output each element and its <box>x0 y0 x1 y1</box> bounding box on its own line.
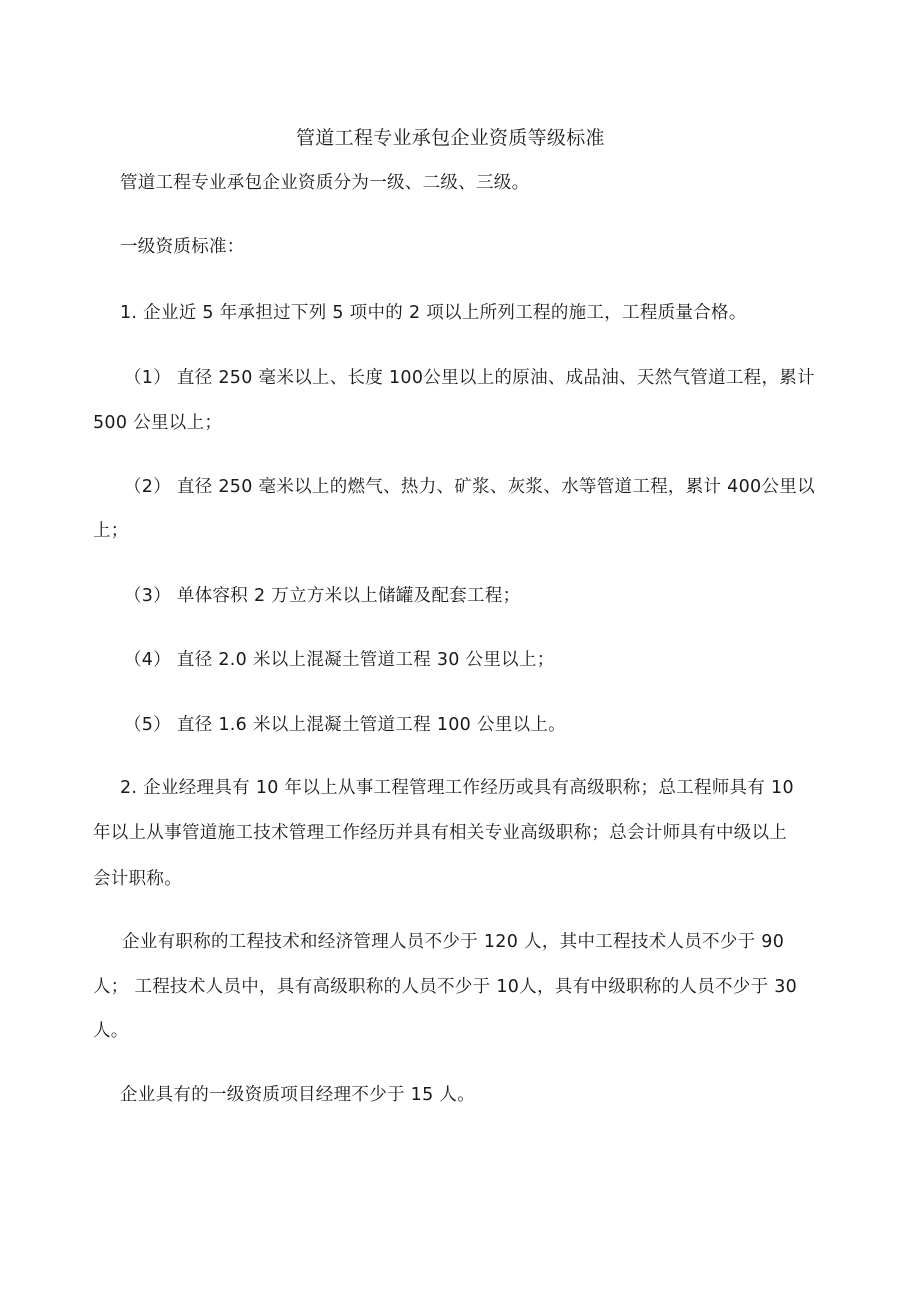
paragraph-line: 1. 企业近 5 年承担过下列 5 项中的 2 项以上所列工程的施工，工程质量合格。 <box>120 303 747 323</box>
paragraph-line: （1） 直径 250 毫米以上、长度 100公里以上的原油、成品油、天然气管道工程，累计 <box>124 368 815 388</box>
paragraph-line: 500 公里以上； <box>93 413 223 433</box>
paragraph-line: 人。 <box>93 1021 129 1041</box>
paragraph-line: 人； 工程技术人员中，具有高级职称的人员不少于 10人，具有中级职称的人员不少于 30 <box>93 977 798 997</box>
paragraph-line: （4） 直径 2.0 米以上混凝土管道工程 30 公里以上； <box>124 650 555 670</box>
paragraph-line: 2. 企业经理具有 10 年以上从事工程管理工作经历或具有高级职称；总工程师具有 10 <box>120 778 794 798</box>
paragraph-line: 企业有职称的工程技术和经济管理人员不少于 120 人，其中工程技术人员不少于 90 <box>122 932 785 952</box>
paragraph-line: 管道工程专业承包企业资质分为一级、二级、三级。 <box>120 173 530 193</box>
paragraph-line: 一级资质标准： <box>120 237 245 257</box>
paragraph-line: （5） 直径 1.6 米以上混凝土管道工程 100 公里以上。 <box>124 715 566 735</box>
paragraph-line: 企业具有的一级资质项目经理不少于 15 人。 <box>120 1085 475 1105</box>
document-title: 管道工程专业承包企业资质等级标准 <box>296 127 605 149</box>
paragraph-line: 上； <box>93 521 129 541</box>
paragraph-line: （2） 直径 250 毫米以上的燃气、热力、矿浆、灰浆、水等管道工程，累计 400公里以 <box>124 477 815 497</box>
paragraph-line: 会计职称。 <box>93 869 182 889</box>
paragraph-line: （3） 单体容积 2 万立方米以上储罐及配套工程； <box>124 586 521 606</box>
paragraph-line: 年以上从事管道施工技术管理工作经历并具有相关专业高级职称；总会计师具有中级以上 <box>93 823 788 843</box>
